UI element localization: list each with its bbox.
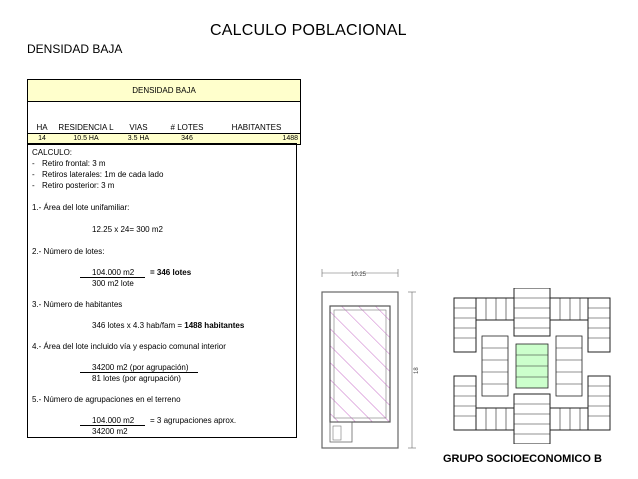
section-5-denominator: 34200 m2	[92, 427, 128, 436]
bullet-dash: -	[32, 159, 35, 168]
section-5-title: 5.- Número de agrupaciones en el terreno	[32, 395, 181, 404]
page-subtitle: DENSIDAD BAJA	[27, 42, 123, 56]
column-header-vias: VIAS	[129, 123, 148, 132]
page-title: CALCULO POBLACIONAL	[210, 22, 407, 39]
height-dimension: 18	[414, 367, 420, 374]
cell-lotes: 346	[181, 135, 193, 142]
cell-habitantes: 1488	[282, 135, 298, 142]
section-5-numerator	[80, 416, 145, 426]
column-header-ha: HA	[36, 123, 48, 132]
group-label: GRUPO SOCIOECONOMICO B	[443, 453, 602, 465]
housing-wing-left	[482, 336, 508, 396]
bullet-retiros-laterales: Retiros laterales: 1m de cada lado	[42, 170, 164, 179]
section-3-formula	[92, 321, 244, 330]
section-4-title: 4.- Área del lote incluido vía y espacio comunal interior	[32, 342, 226, 351]
bullet-retiro-posterior: Retiro posterior: 3 m	[42, 181, 115, 190]
group-plan-drawing	[446, 288, 626, 444]
table-header: DENSIDAD BAJA	[28, 80, 300, 102]
bullet-dash: -	[32, 170, 35, 179]
table-column-headers	[28, 102, 300, 134]
column-header-residencial: RESIDENCIA L	[58, 123, 114, 132]
section-2-numerator-text: 104.000 m2	[92, 268, 135, 277]
section-2-title: 2.- Número de lotes:	[32, 247, 105, 256]
column-header-habitantes: HABITANTES	[231, 123, 282, 132]
building-footprint	[330, 306, 390, 422]
calculation-box	[27, 143, 297, 438]
section-5-numerator-text: 104.000 m2	[92, 416, 135, 425]
section-5-result: = 3 agrupaciones aprox.	[150, 416, 237, 425]
section-4-numerator-text: 34200 m2 (por agrupación)	[92, 363, 189, 372]
section-3-result: 1488 habitantes	[184, 321, 245, 330]
section-2-denominator: 300 m2 lote	[92, 279, 134, 288]
section-4-numerator	[80, 363, 198, 373]
section-1-title: 1.- Área del lote unifamiliar:	[32, 203, 130, 212]
column-header-lotes: # LOTES	[170, 123, 204, 132]
section-3-title: 3.- Número de habitantes	[32, 300, 123, 309]
cell-residencial: 10.5 HA	[73, 135, 99, 142]
width-dimension: 10.25	[351, 272, 367, 278]
section-2-numerator	[80, 268, 145, 278]
section-4-denominator: 81 lotes (por agrupación)	[92, 374, 181, 383]
bullet-retiro-frontal: Retiro frontal: 3 m	[42, 159, 106, 168]
section-3-formula-text: 346 lotes x 4.3 hab/fam =	[92, 321, 185, 330]
density-table	[27, 79, 301, 145]
cell-vias: 3.5 HA	[127, 135, 150, 142]
housing-wing-right	[556, 336, 582, 396]
section-2-result: = 346 lotes	[150, 268, 192, 277]
cell-ha: 14	[38, 135, 46, 142]
bullet-dash: -	[32, 181, 35, 190]
calc-heading: CALCULO:	[32, 148, 73, 157]
section-1-formula: 12.25 x 24= 300 m2	[92, 225, 163, 234]
lot-plan-drawing	[318, 266, 426, 454]
